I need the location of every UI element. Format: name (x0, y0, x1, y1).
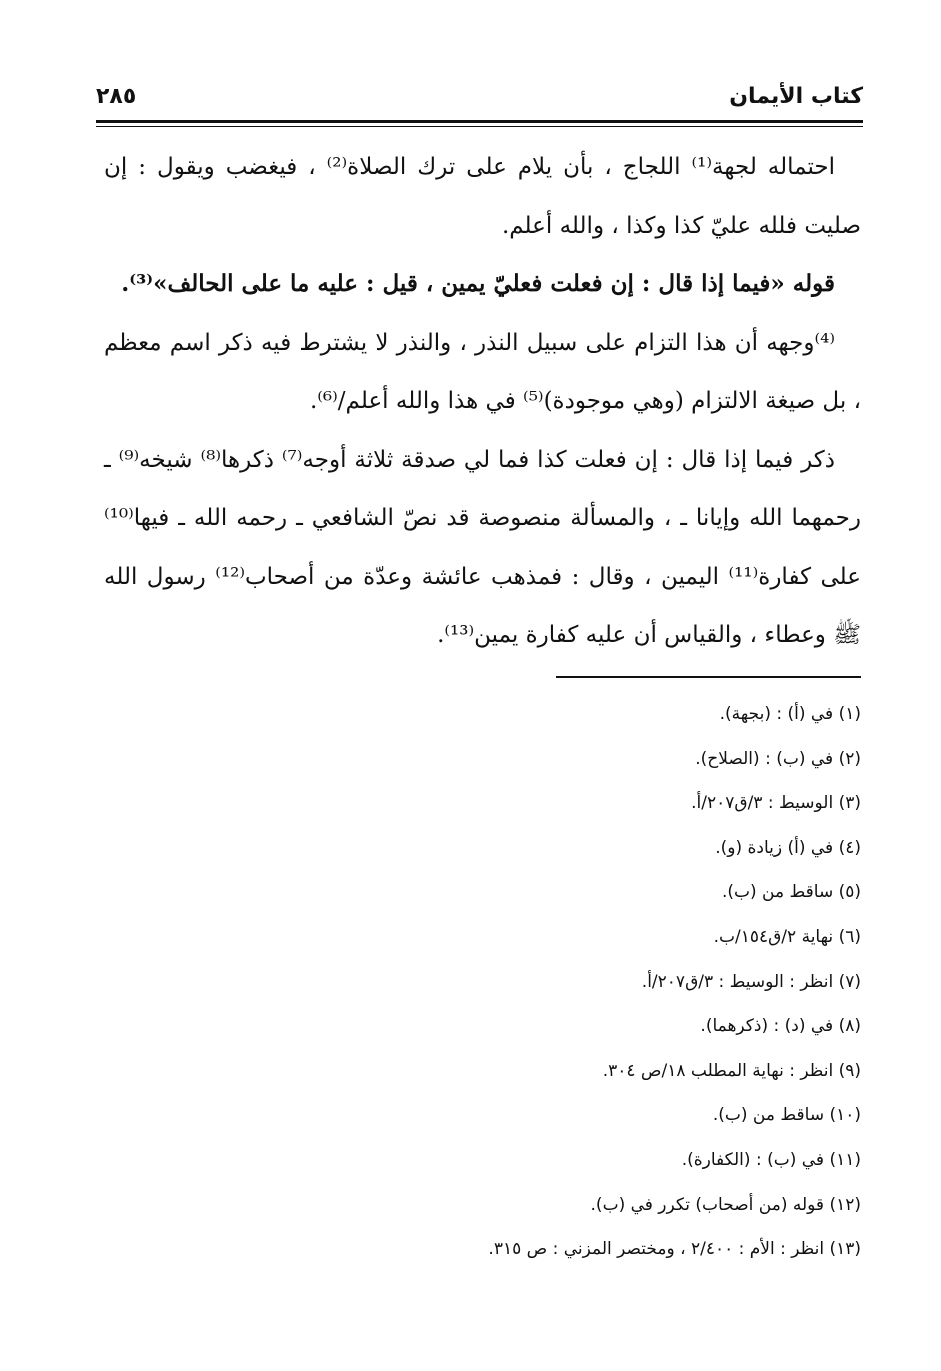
footnote-1: (١) في (أ) : (بجهة). (719, 704, 861, 724)
footnote-11: (١١) في (ب) : (الكفارة). (681, 1149, 861, 1170)
paragraph-4: ذكر فيما إذا قال : إن فعلت كذا فما لي صدقة ثلاثة أوجه⁽⁷⁾ ذكرها⁽⁸⁾ شيخه⁽⁹⁾ ـ رحمهما الله وإيانا ـ ، والمسألة منصوصة قد نصّ الشافعي ـ رحمه الله ـ فيها⁽¹⁰⁾ على كفارة⁽¹¹⁾ اليمين ، وقال : فمذهب عائشة وعدّة من أصحاب⁽¹²⁾ رسول الله ﷺ وعطاء ، والقياس أن عليه كفارة يمين⁽¹³⁾. (104, 446, 861, 648)
footnote-9: (٩) انظر : نهاية المطلب ١٨/ص ٣٠٤. (602, 1060, 861, 1081)
footnote-12: (١٢) قوله (من أصحاب) تكرر في (ب). (590, 1194, 861, 1215)
footnote-7: (٧) انظر : الوسيط : ٣/ق٢٠٧/أ. (641, 971, 861, 992)
footnote-separator (556, 676, 861, 678)
header-rule-thick (96, 120, 863, 123)
footnote-5: (٥) ساقط من (ب). (721, 882, 861, 903)
chapter-title: كتاب الأيمان (729, 84, 863, 109)
paragraph-2-heading: قوله «فيما إذا قال : إن فعلت فعليّ يمين ، قيل : عليه ما على الحالف»⁽³⁾. (121, 270, 835, 297)
running-header (96, 80, 863, 120)
paragraph-3: ⁽⁴⁾وجهه أن هذا التزام على سبيل النذر ، والنذر لا يشترط فيه ذكر اسم معظم ، بل صيغة الالتزام (وهي موجودة)⁽⁵⁾ في هذا والله أعلم/⁽⁶⁾. (104, 329, 861, 414)
footnote-2: (٢) في (ب) : (الصلاح). (695, 748, 861, 769)
footnote-13: (١٣) انظر : الأم : ٢/٤٠٠ ، ومختصر المزني : ص ٣١٥. (488, 1239, 861, 1260)
paragraph-1: احتماله لجهة⁽¹⁾ اللجاج ، بأن يلام على ترك الصلاة⁽²⁾ ، فيغضب ويقول : إن صليت فلله عليّ كذا وكذا ، والله أعلم. (104, 154, 861, 239)
header-rule-thin (96, 126, 863, 127)
footnote-4: (٤) في (أ) زيادة (و). (715, 837, 861, 858)
main-text (104, 138, 861, 665)
footnotes (200, 692, 861, 1272)
footnote-8: (٨) في (د) : (ذكرهما). (700, 1016, 861, 1037)
footnote-3: (٣) الوسيط : ٣/ق٢٠٧/أ. (691, 793, 861, 814)
footnote-6: (٦) نهاية ٢/ق١٥٤/ب. (713, 926, 861, 947)
page-number: ٢٨٥ (96, 84, 137, 109)
footnote-10: (١٠) ساقط من (ب). (712, 1105, 861, 1126)
